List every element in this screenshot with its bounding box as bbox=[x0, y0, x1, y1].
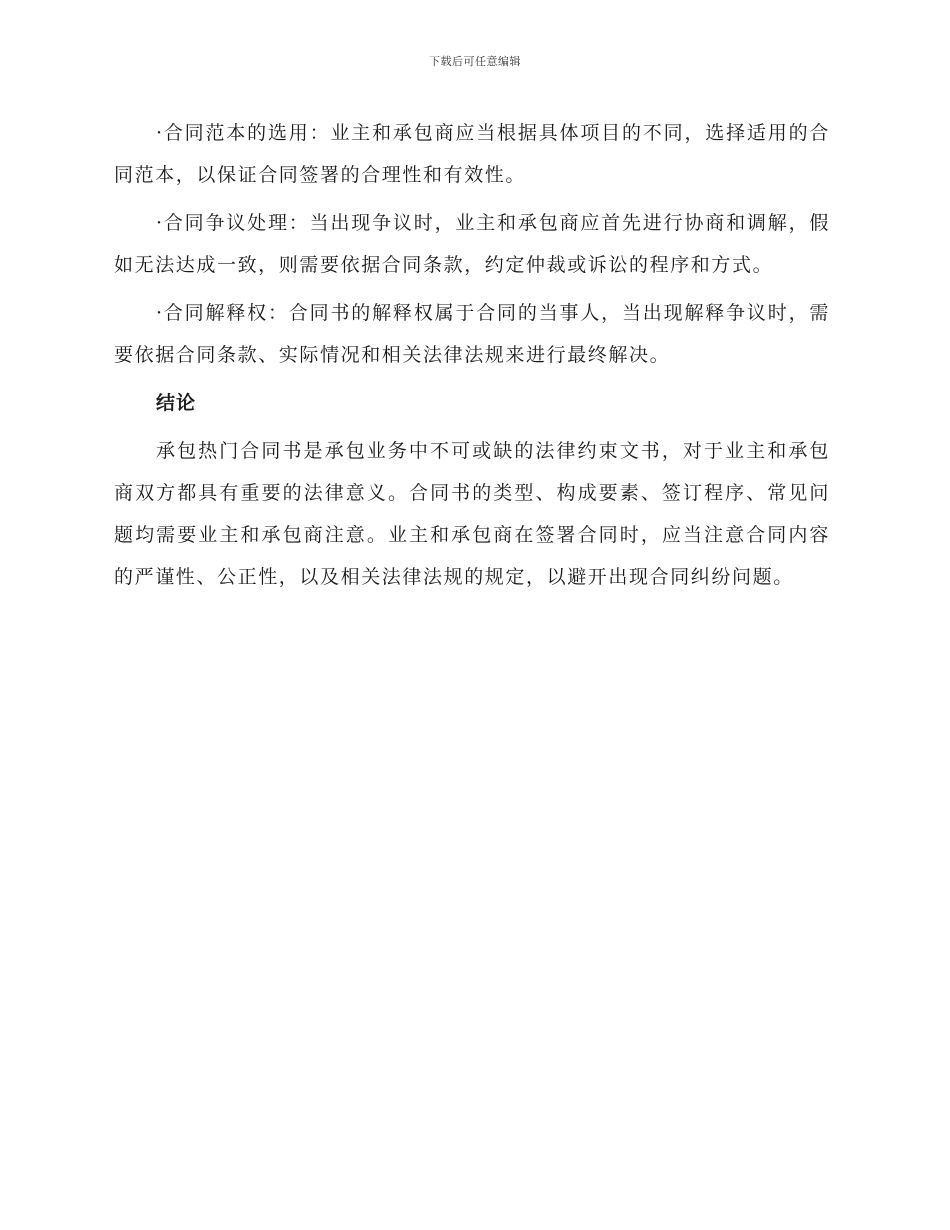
contract-dispute-paragraph: ·合同争议处理：当出现争议时，业主和承包商应首先进行协商和调解，假如无法达成一致，则需要依据合同条款，约定仲裁或诉讼的程序和方式。 bbox=[114, 212, 830, 276]
conclusion-heading: 结论 bbox=[156, 392, 197, 414]
contract-template-paragraph: ·合同范本的选用：业主和承包商应当根据具体项目的不同，选择适用的合同范本，以保证合同签署的合理性和有效性。 bbox=[114, 122, 830, 186]
contract-interpretation-paragraph: ·合同解释权：合同书的解释权属于合同的当事人，当出现解释争议时，需要依据合同条款、实际情况和相关法律法规来进行最终解决。 bbox=[114, 302, 830, 366]
document-body bbox=[114, 112, 830, 604]
header-note: 下载后可任意编辑 bbox=[429, 55, 521, 68]
conclusion-paragraph: 承包热门合同书是承包业务中不可或缺的法律约束文书，对于业主和承包商双方都具有重要的法律意义。合同书的类型、构成要素、签订程序、常见问题均需要业主和承包商注意。业主和承包商在签署合同时，应当注意合同内容的严谨性、公正性，以及相关法律法规的规定，以避开出现合同纠纷问题。 bbox=[114, 440, 830, 588]
